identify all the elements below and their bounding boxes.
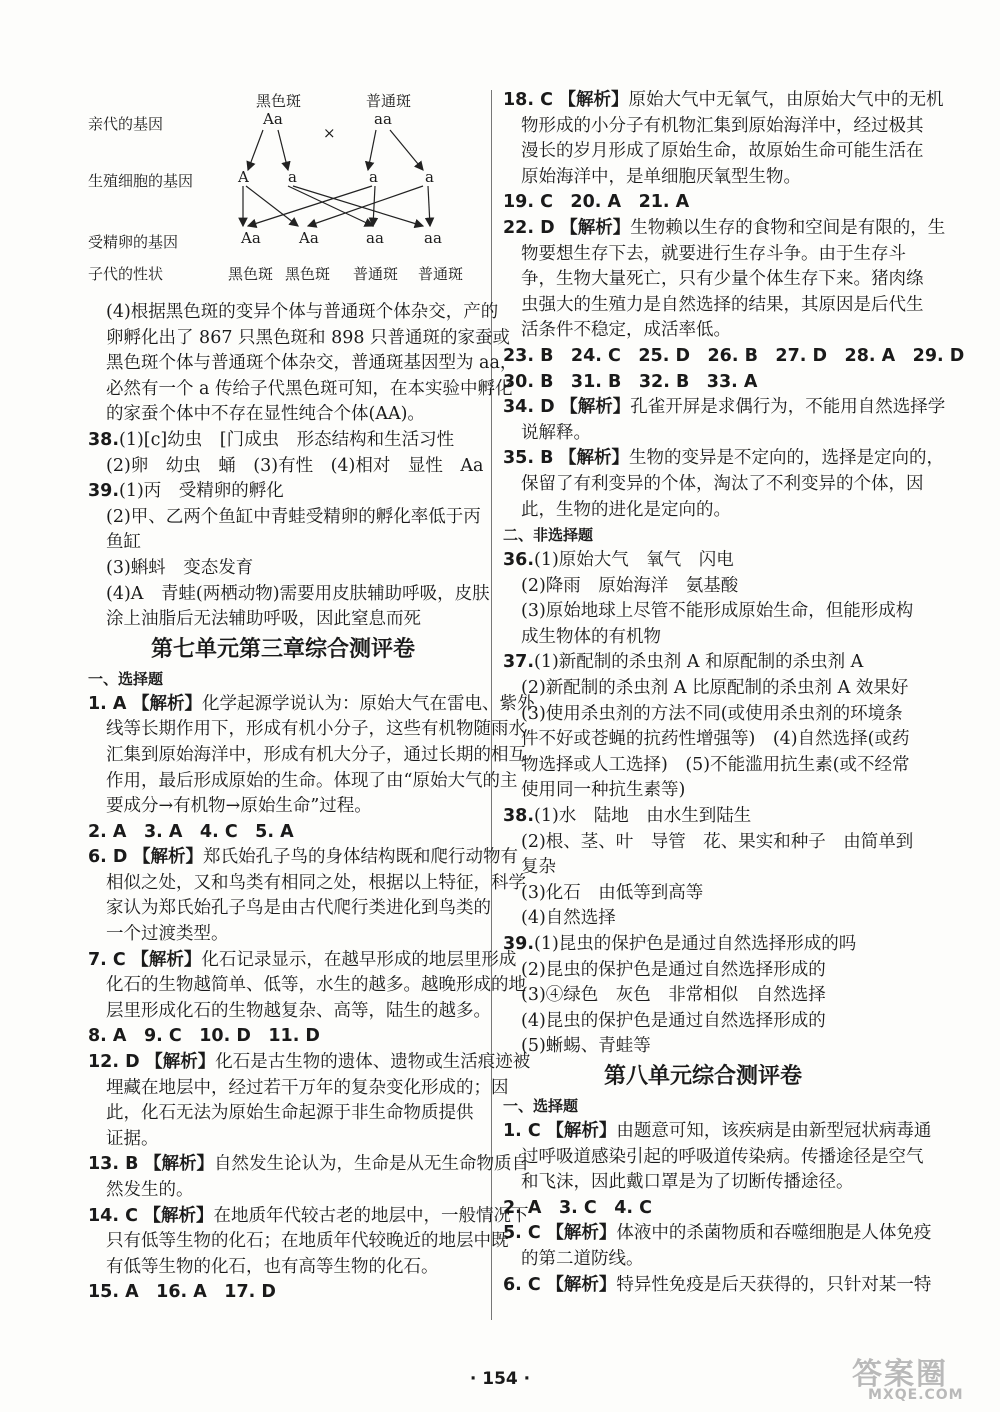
answer-key: 12. D	[88, 1052, 140, 1073]
text-line: (2)卵 幼虫 蛹 (3)有性 (4)相对 显性 Aa	[106, 455, 484, 476]
text-line: (2)新配制的杀虫剂 A 比原配制的杀虫剂 A 效果好	[521, 678, 909, 699]
section-heading-choice: 一、选择题	[88, 669, 164, 688]
question-number: 36.	[503, 550, 535, 571]
answer-key: 1. C	[503, 1120, 541, 1141]
text-line: 在地质年代较古老的地层中，一般情况下	[213, 1205, 529, 1226]
row-label-parent-genes: 亲代的基因	[88, 115, 164, 133]
answer-key: 35. B	[503, 448, 554, 469]
text-line: (3)化石 由低等到高等	[521, 882, 704, 903]
analysis-tag: 【解析】	[133, 847, 204, 868]
answers-15-17: 15. A 16. A 17. D	[88, 1282, 276, 1303]
analysis-tag: 【解析】	[546, 1223, 617, 1244]
text-line: (1)[c]幼虫 [门成虫 形态结构和生活习性	[119, 429, 455, 450]
text-line: 线等长期作用下，形成有机小分子，这些有机物随雨水	[106, 719, 526, 740]
unit8-answer-q5	[503, 1221, 932, 1272]
text-line: 汇集到原始海洋中，形成有机大分子，通过长期的相互	[106, 744, 526, 765]
cross-symbol: ×	[323, 124, 336, 142]
trait-4: 普通斑	[418, 265, 464, 283]
text-line: (5)蜥蜴、青蛙等	[521, 1036, 651, 1057]
text-line: 家认为郑氏始孔子鸟是由古代爬行类进化到鸟类的	[106, 898, 491, 919]
genetic-cross-diagram	[88, 88, 478, 300]
answer-q39	[503, 932, 903, 1060]
text-line: 然发生的。	[106, 1180, 194, 1200]
text-line: (3)使用杀虫剂的方法不同(或使用杀虫剂的环境条	[521, 703, 903, 724]
text-line: 保留了有利变异的个体，淘汰了不利变异的个体，因	[521, 473, 924, 494]
answer-key: 13. B	[88, 1154, 139, 1175]
text-line: 生物的变异是不定向的，选择是定向的，	[629, 448, 945, 469]
answer-q36	[503, 548, 914, 650]
text-line: (2)根、茎、叶 导管 花、果实和种子 由简单到	[521, 831, 914, 852]
text-line: (4)根据黑色斑的变异个体与普通斑个体杂交，产的	[106, 302, 499, 322]
section-heading-choice: 一、选择题	[503, 1096, 579, 1115]
text-line: 漫长的岁月形成了原始生命，故原始生命可能生活在	[521, 141, 924, 162]
right-column	[503, 88, 965, 1298]
answer-key: 22. D	[503, 217, 555, 238]
text-line: 虫强大的生殖力是自然选择的结果，其原因是后代生	[521, 294, 924, 315]
text-line: (4)自然选择	[521, 908, 616, 929]
unit8-title: 第八单元综合测评卷	[603, 1063, 802, 1089]
analysis-tag: 【解析】	[132, 693, 203, 714]
text-line: 有低等生物的化石，也有高等生物的化石。	[106, 1256, 439, 1277]
text-line: 此，化石无法为原始生命起源于非生命物质提供	[106, 1103, 474, 1124]
zygote-3: aa	[366, 229, 384, 247]
zygote-2: Aa	[299, 229, 319, 247]
analysis-tag: 【解析】	[131, 949, 202, 970]
text-line: 物要想生存下去，就要进行生存斗争。由于生存斗	[521, 243, 906, 264]
answer-q39	[88, 479, 490, 633]
answers-23-29: 23. B 24. C 25. D 26. B 27. D 28. A 29. D	[503, 345, 965, 366]
answers-30-33: 30. B 31. B 32. B 33. A	[503, 371, 758, 392]
answer-q6	[88, 845, 526, 947]
unit8-answers-2-4: 2. A 3. C 4. C	[503, 1197, 652, 1218]
text-line: 活条件不稳定，成活率低。	[521, 320, 731, 341]
text-line: 卵孵化出了 867 只黑色斑和 898 只普通斑的家蚕或	[106, 327, 511, 348]
text-line: (2)昆虫的保护色是通过自然选择形成的	[521, 959, 826, 980]
parent-left-label: 黑色斑	[256, 92, 302, 110]
text-line: 化学起源学说认为：原始大气在雷电、紫外	[202, 693, 535, 714]
text-line: 孔雀开屏是求偶行为，不能用自然选择学	[630, 397, 946, 418]
answer-q38	[503, 804, 914, 932]
answer-key: 34. D	[503, 397, 555, 418]
answer-q22	[503, 216, 946, 344]
text-line: 此，生物的进化是定向的。	[521, 499, 731, 520]
text-line: 原始海洋中，是单细胞厌氧型生物。	[521, 166, 801, 187]
answer-q13	[88, 1152, 530, 1203]
text-line: 争，生物大量死亡，只有少量个体生存下来。猪肉绦	[521, 269, 924, 290]
answer-key: 14. C	[88, 1205, 138, 1226]
parent-left-gene: Aa	[263, 110, 283, 128]
text-line: (1)昆虫的保护色是通过自然选择形成的吗	[534, 934, 857, 954]
text-line: 化石是古生物的遗体、遗物或生活痕迹被	[215, 1052, 531, 1073]
text-line: 原始大气中无氧气，由原始大气中的无机	[628, 90, 944, 110]
trait-3: 普通斑	[353, 265, 399, 283]
text-line: 化石记录显示，在越早形成的地层里形成	[201, 949, 517, 970]
text-line: 自然发生论认为，生命是从无生命物质自	[214, 1154, 530, 1175]
answer-q35	[503, 446, 945, 523]
analysis-tag: 【解析】	[559, 448, 630, 469]
parent-right-label: 普通斑	[366, 92, 412, 110]
question-number: 37.	[503, 652, 535, 673]
text-line: (4)昆虫的保护色是通过自然选择形成的	[521, 1010, 826, 1031]
answer-key: 18. C	[503, 90, 553, 110]
answer-q18	[503, 88, 944, 190]
text-line: 和飞沫，因此戴口罩是为了切断传播途径。	[521, 1172, 854, 1193]
answers-2-5: 2. A 3. A 4. C 5. A	[88, 821, 294, 842]
text-line: 黑色斑个体与普通斑个体杂交，普通斑基因型为 aa，	[106, 353, 518, 374]
question-number: 39.	[503, 934, 535, 954]
analysis-tag: 【解析】	[546, 1120, 617, 1141]
text-line: 涂上油脂后无法辅助呼吸，因此窒息而死	[106, 609, 421, 630]
watermark-logo	[846, 1349, 996, 1409]
answer-key: 6. D	[88, 847, 128, 868]
text-line: 要成分→有机物→原始生命”过程。	[106, 796, 372, 817]
text-line: (3)④绿色 灰色 非常相似 自然选择	[521, 985, 826, 1006]
text-line: 件不好或苍蝇的抗药性增强等) (4)自然选择(或药	[521, 729, 910, 750]
page-number: · 154 ·	[469, 1369, 531, 1389]
text-line: 作用，最后形成原始的生命。体现了由“原始大气的主	[106, 770, 518, 791]
unit8-answer-q6	[503, 1273, 932, 1299]
text-line: 层里形成化石的生物越复杂、高等，陆生的越多。	[106, 1000, 491, 1021]
watermark-main: 答案圈	[852, 1357, 948, 1392]
text-line: 的第二道防线。	[521, 1248, 644, 1269]
text-line: 相似之处，又和鸟类有相同之处，根据以上特征，科学	[106, 872, 526, 893]
question-number: 39.	[88, 481, 120, 502]
zygote-1: Aa	[241, 229, 261, 247]
section-heading-nonchoice: 二、非选择题	[503, 526, 594, 545]
answer-q7	[88, 948, 526, 1025]
text-line: 物选择或人工选择) (5)不能滥用抗生素(或不经常	[521, 754, 910, 775]
unit7-chapter3-title: 第七单元第三章综合测评卷	[150, 636, 415, 662]
trait-2: 黑色斑	[285, 265, 331, 283]
text-line: (3)蝌蚪 变态发育	[106, 557, 254, 578]
trait-1: 黑色斑	[228, 265, 274, 283]
gamete-3: a	[369, 168, 378, 186]
text-line: 只有低等生物的化石；在地质年代较晚近的地层中既	[106, 1231, 509, 1252]
text-line: 说解释。	[521, 422, 591, 443]
analysis-tag: 【解析】	[546, 1274, 617, 1295]
text-line: 生物赖以生存的食物和空间是有限的，生	[630, 217, 946, 238]
text-line: 必然有一个 a 传给子代黑色斑可知，在本实验中孵化	[106, 378, 513, 399]
answer-q38	[88, 428, 484, 479]
answer-q34	[503, 395, 946, 446]
text-line: 使用同一种抗生素等)	[521, 780, 686, 801]
text-line: 的家蚕个体中不存在显性纯合个体(AA)。	[106, 404, 425, 425]
unit8-answer-q1	[503, 1119, 932, 1196]
gamete-2: a	[288, 168, 297, 186]
answers-8-11: 8. A 9. C 10. D 11. D	[88, 1026, 320, 1047]
answer-key: 6. C	[503, 1274, 541, 1295]
text-line: (1)丙 受精卵的孵化	[119, 481, 284, 502]
text-line: (1)新配制的杀虫剂 A 和原配制的杀虫剂 A	[534, 652, 864, 673]
analysis-tag: 【解析】	[560, 217, 631, 238]
text-line: 郑氏始孔子鸟的身体结构既和爬行动物有	[203, 847, 519, 868]
analysis-tag: 【解析】	[144, 1154, 215, 1175]
text-line: 证据。	[106, 1128, 159, 1149]
text-line: 一个过渡类型。	[106, 924, 229, 945]
text-line: (3)原始地球上尽管不能形成原始生命，但能形成构	[521, 601, 914, 622]
answer-key: 1. A	[88, 693, 127, 714]
text-line: 特异性免疫是后天获得的，只针对某一特	[616, 1274, 932, 1295]
row-label-traits: 子代的性状	[88, 265, 164, 283]
parent-right-gene: aa	[374, 110, 392, 128]
text-line: 过呼吸道感染引起的呼吸道传染病。传播途径是空气	[521, 1146, 924, 1167]
text-line: 鱼缸	[106, 532, 141, 553]
analysis-tag: 【解析】	[560, 397, 631, 418]
text-line: 埋藏在地层中，经过若干万年的复杂变化形成的；因	[106, 1077, 509, 1098]
question-number: 38.	[503, 806, 535, 827]
zygote-4: aa	[424, 229, 442, 247]
text-line: (4)A 青蛙(两栖动物)需要用皮肤辅助呼吸，皮肤	[106, 583, 490, 604]
row-label-gametes: 生殖细胞的基因	[88, 172, 194, 190]
q37-4-explanation	[88, 300, 518, 428]
gamete-1: A	[238, 168, 249, 186]
text-line: 化石的生物越简单、低等，水生的越多。越晚形成的地	[106, 975, 526, 996]
text-line: (1)水 陆地 由水生到陆生	[534, 806, 752, 827]
text-line: 体液中的杀菌物质和吞噬细胞是人体免疫	[616, 1223, 932, 1244]
text-line: (2)甲、乙两个鱼缸中青蛙受精卵的孵化率低于丙	[106, 506, 481, 527]
text-line: 物形成的小分子有机物汇集到原始海洋中，经过极其	[521, 115, 924, 136]
text-line: 成生物体的有机物	[521, 626, 661, 647]
answer-key: 7. C	[88, 949, 126, 970]
watermark-site: MXQE.COM	[868, 1387, 964, 1403]
row-label-zygotes: 受精卵的基因	[88, 233, 179, 251]
gamete-4: a	[425, 168, 434, 186]
answer-q37	[503, 650, 910, 804]
analysis-tag: 【解析】	[558, 90, 629, 110]
question-number: 38.	[88, 429, 120, 450]
text-line: 由题意可知，该疾病是由新型冠状病毒通	[616, 1120, 932, 1141]
text-line: (1)原始大气 氧气 闪电	[534, 550, 734, 571]
text-line: (2)降雨 原始海洋 氨基酸	[521, 575, 739, 596]
answers-19-21: 19. C 20. A 21. A	[503, 192, 690, 213]
analysis-tag: 【解析】	[143, 1205, 214, 1226]
text-line: 复杂	[521, 857, 556, 878]
analysis-tag: 【解析】	[145, 1052, 216, 1073]
answer-key: 5. C	[503, 1223, 541, 1244]
